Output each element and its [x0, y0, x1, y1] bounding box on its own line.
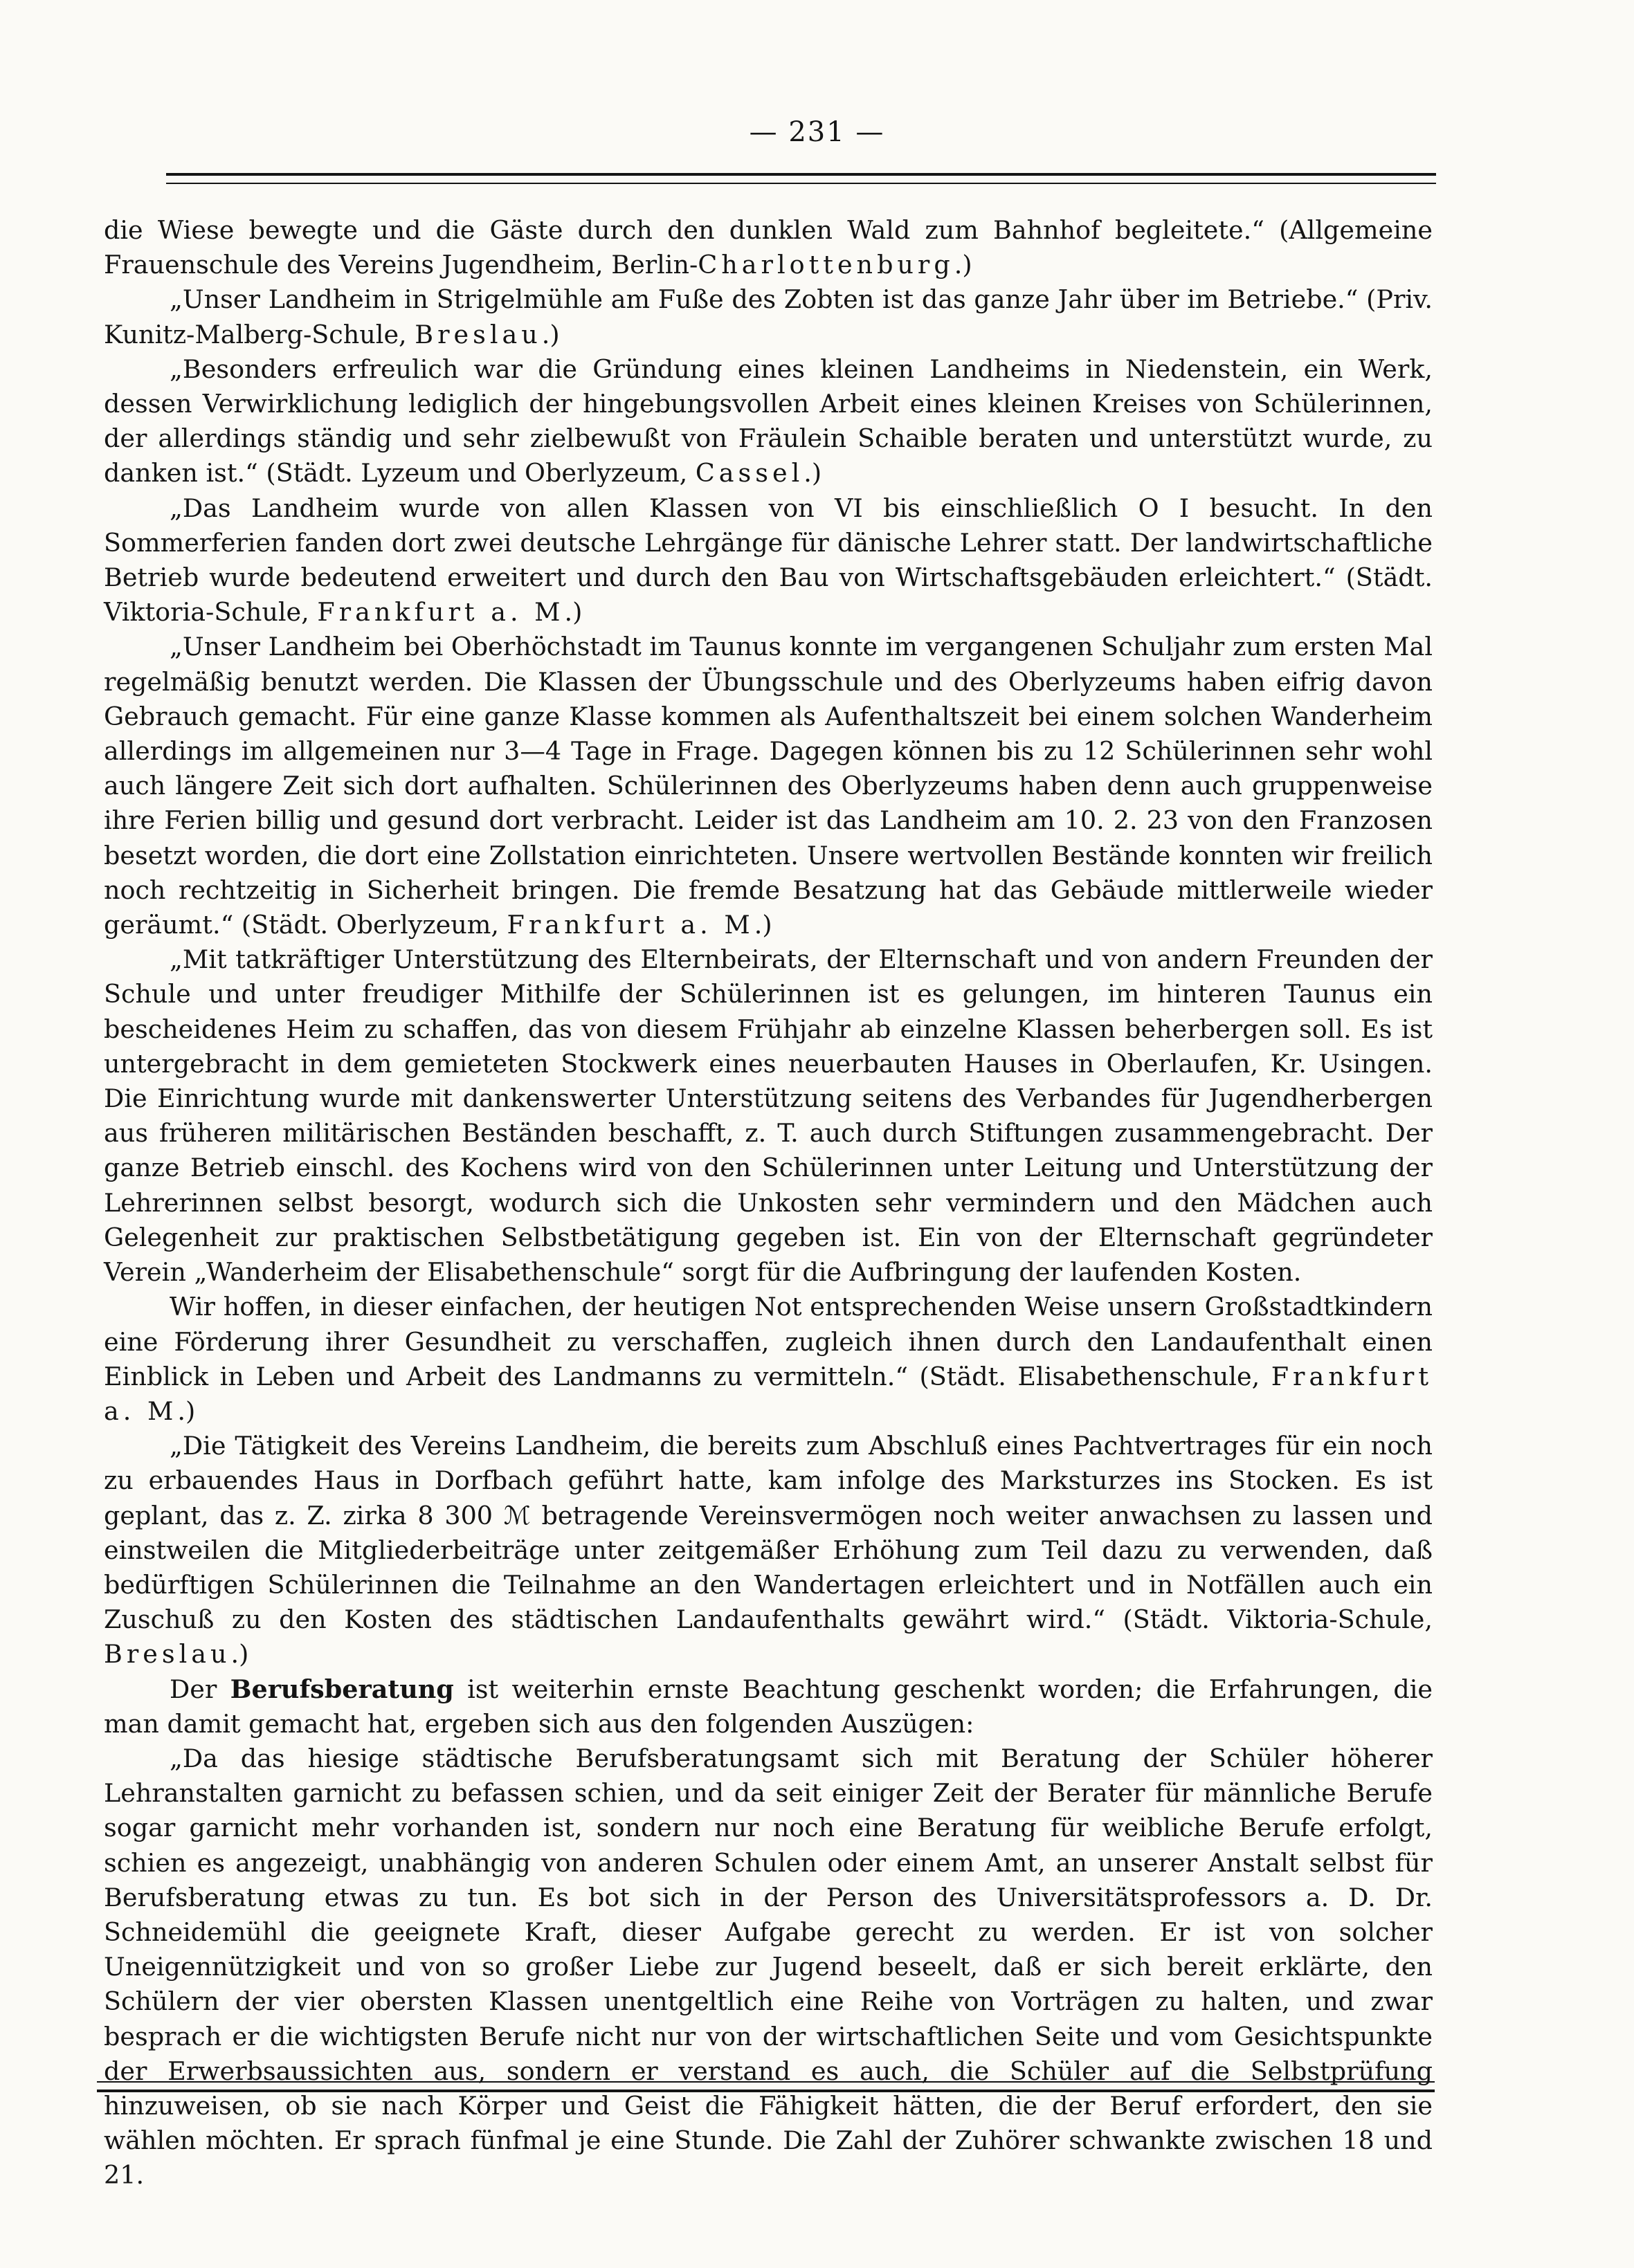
paragraph: „Da das hiesige städtische Berufsberatungsamt sich mit Beratung der Schüler höherer Lehranstalten garnicht zu befassen schien, und da seit einiger Zeit der Berater für männliche Berufe sogar garnicht mehr vorhanden ist, sondern nur noch eine Beratung für weibliche Berufe erfolgt, schien es angezeigt, unabhängig von anderen Schulen oder einem Amt, an unserer Anstalt selbst für Berufsberatung etwas zu tun. Es bot sich in der Person des Universitätsprofessors a. D. Dr. Schneidemühl die geeignete Kraft, dieser Aufgabe gerecht zu werden. Er ist von solcher Uneigennützigkeit und von so großer Liebe zur Jugend beseelt, daß er sich bereit erklärte, den Schülern der vier obersten Klassen unentgeltlich eine Reihe von Vorträgen zu halten, und zwar besprach er die wichtigsten Berufe nicht nur von der wirtschaftlichen Seite und vom Gesichtspunkte der Erwerbsaussichten aus, sondern er verstand es auch, die Schüler auf die Selbstprüfung hinzuweisen, ob sie nach Körper und Geist die Fähigkeit hätten, die der Beruf erfordert, den sie wählen möchten. Er sprach fünfmal je eine Stunde. Die Zahl der Zuhörer schwankte zwischen 18 und 21. — [104, 1743, 1433, 2191]
page-number: — 231 — — [749, 116, 885, 148]
header-double-rule — [166, 173, 1436, 184]
paragraph: die Wiese bewegte und die Gäste durch den dunklen Wald zum Bahnhof begleitete.“ (Allgemeine Frauenschule des Vereins Jugendheim, Berlin-Charlottenburg.) — [104, 215, 1433, 280]
paragraph: „Unser Landheim in Strigelmühle am Fuße des Zobten ist das ganze Jahr über im Betriebe.“ (Priv. Kunitz-Malberg-Schule, Breslau.) — [104, 284, 1433, 349]
place-name: Frankfurt a. M — [104, 1361, 1433, 1426]
place-name: Breslau — [415, 319, 542, 349]
footer-double-rule — [97, 2081, 1435, 2092]
paragraph: „Die Tätigkeit des Vereins Landheim, die bereits zum Abschluß eines Pachtvertrages für ein noch zu erbauendes Haus in Dorfbach geführt hatte, kam infolge des Marksturzes ins Stocken. Es ist geplant, das z. Z. zirka 8 300 ℳ betragende Vereinsvermögen noch weiter anwachsen zu lassen und einstweilen die Mitgliederbeiträge unter zeitgemäßer Erhöhung zum Teil dazu zu verwenden, daß bedürftigen Schülerinnen die Teilnahme an den Wandertagen erleichtert und in Notfällen auch ein Zuschuß zu den Kosten des städtischen Landaufenthalts gewährt wird.“ (Städt. Viktoria-Schule, Breslau.) — [104, 1431, 1433, 1670]
paragraph: „Besonders erfreulich war die Gründung eines kleinen Landheims in Niedenstein, ein Werk, dessen Verwirklichung lediglich der hingebungsvollen Arbeit eines kleinen Kreises von Schülerinnen, der allerdings ständig und sehr zielbewußt von Fräulein Schaible beraten und unterstützt wurde, zu danken ist.“ (Städt. Lyzeum und Oberlyzeum, Cassel.) — [104, 354, 1433, 488]
place-name: Frankfurt a. M — [317, 597, 565, 628]
paragraph: „Das Landheim wurde von allen Klassen von VI bis einschließlich O I besucht. In den Sommerferien fanden dort zwei deutsche Lehrgänge für dänische Lehrer statt. Der landwirtschaftliche Betrieb wurde bedeutend erweitert und durch den Bau von Wirtschaftsgebäuden erleichtert.“ (Städt. Viktoria-Schule, Frankfurt a. M.) — [104, 493, 1433, 628]
place-name: Breslau — [104, 1639, 231, 1670]
place-name: Frankfurt a. M — [507, 910, 754, 940]
paragraph: „Mit tatkräftiger Unterstützung des Elternbeirats, der Elternschaft und von andern Freunden der Schule und unter freudiger Mithilfe der Schülerinnen ist es gelungen, im hinteren Taunus ein bescheidenes Heim zu schaffen, das von diesem Frühjahr ab einzelne Klassen beherbergen soll. Es ist untergebracht in dem gemieteten Stockwerk eines neuerbauten Hauses in Oberlaufen, Kr. Usingen. Die Einrichtung wurde mit dankenswerter Unterstützung seitens des Verbandes für Jugendherbergen aus früheren militärischen Beständen beschafft, z. T. auch durch Stiftungen zusammengebracht. Der ganze Betrieb einschl. des Kochens wird von den Schülerinnen unter Leitung und Unterstützung der Lehrerinnen selbst besorgt, wodurch sich die Unkosten sehr vermindern und den Mädchen auch Gelegenheit zur praktischen Selbstbetätigung gegeben ist. Ein von der Elternschaft gegründeter Verein „Wanderheim der Elisabethenschule“ sorgt für die Aufbringung der laufenden Kosten. — [104, 944, 1433, 1288]
place-name: Charlottenburg — [698, 250, 954, 280]
paragraph: „Unser Landheim bei Oberhöchstadt im Taunus konnte im vergangenen Schuljahr zum ersten Mal regelmäßig benutzt werden. Die Klassen der Übungsschule und des Oberlyzeums haben eifrig davon Gebrauch gemacht. Für eine ganze Klasse kommen als Aufenthaltszeit bei einem solchen Wanderheim allerdings im allgemeinen nur 3—4 Tage in Frage. Dagegen können bis zu 12 Schülerinnen sehr wohl auch längere Zeit sich dort aufhalten. Schülerinnen des Oberlyzeums haben denn auch gruppenweise ihre Ferien billig und gesund dort verbracht. Leider ist das Landheim am 10. 2. 23 von den Franzosen besetzt worden, die dort eine Zollstation einrichteten. Unsere wertvollen Bestände konnten wir freilich noch rechtzeitig in Sicherheit bringen. Die fremde Besatzung hat das Gebäude mittlerweile wieder geräumt.“ (Städt. Oberlyzeum, Frankfurt a. M.) — [104, 632, 1433, 940]
bold-term: Berufsberatung — [230, 1674, 454, 1704]
paragraph: Der Berufsberatung ist weiterhin ernste Beachtung geschenkt worden; die Erfahrungen, die man damit gemacht hat, ergeben sich aus den folgenden Auszügen: — [104, 1674, 1433, 1739]
paragraph: Wir hoffen, in dieser einfachen, der heutigen Not entsprechenden Weise unsern Großstadtkindern eine Förderung ihrer Gesundheit zu verschaffen, zugleich ihnen durch den Landaufenthalt einen Einblick in Leben und Arbeit des Landmanns zu vermitteln.“ (Städt. Elisabethenschule, Frankfurt a. M.) — [104, 1292, 1433, 1426]
body-text — [104, 213, 1433, 2193]
place-name: Cassel — [695, 458, 804, 488]
